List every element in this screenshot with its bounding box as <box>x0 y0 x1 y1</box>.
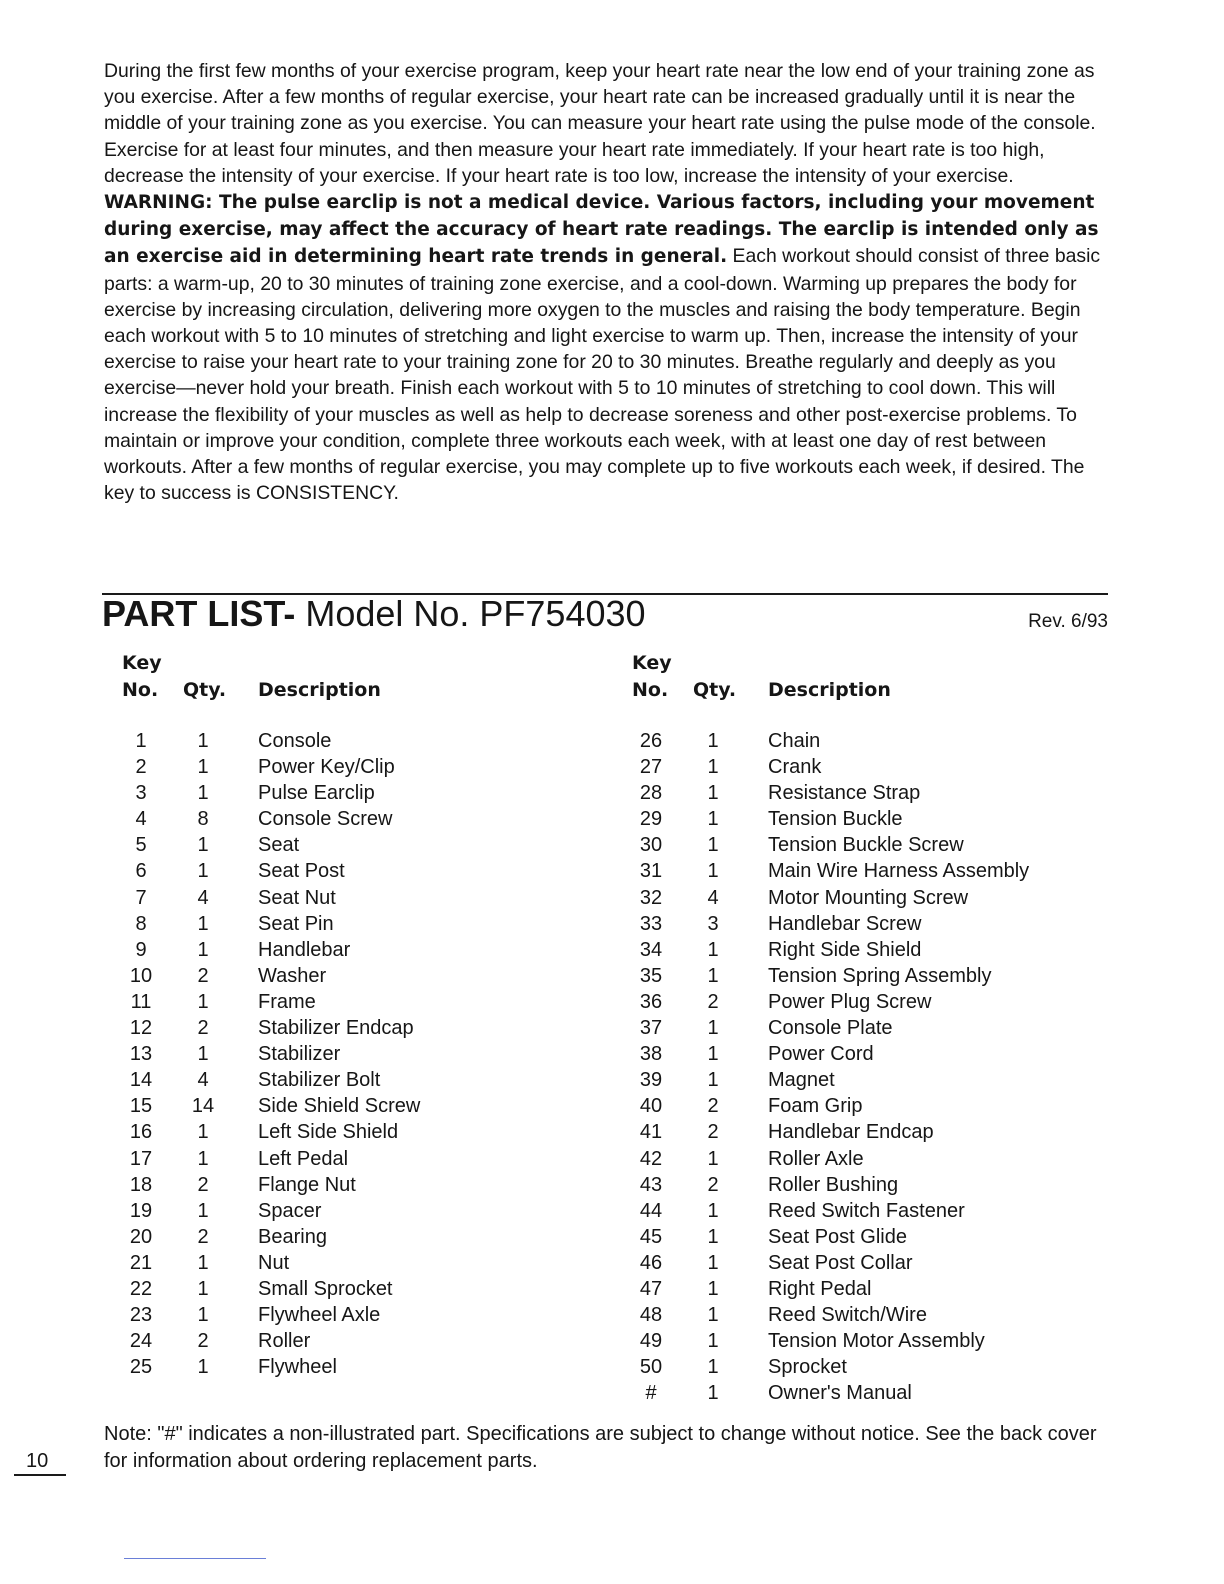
parts-table-header <box>100 650 600 728</box>
part-row <box>610 780 1110 806</box>
part-quantity: 1 <box>197 938 209 961</box>
part-key-number: 17 <box>129 1147 153 1170</box>
part-description: Stabilizer Endcap <box>258 1017 414 1040</box>
part-quantity: 1 <box>707 1225 719 1248</box>
part-description: Nut <box>258 1251 290 1274</box>
part-quantity: 4 <box>197 886 209 909</box>
part-row <box>100 885 600 911</box>
part-row <box>610 1067 1110 1093</box>
part-quantity: 2 <box>707 1095 719 1118</box>
part-row <box>610 1302 1110 1328</box>
part-key-number: 13 <box>129 1043 153 1066</box>
part-key-number: 49 <box>639 1330 663 1353</box>
part-quantity: 1 <box>707 1304 719 1327</box>
revision-date: Rev. 6/93 <box>1028 611 1108 632</box>
part-key-number: 1 <box>135 730 147 752</box>
part-key-number: 30 <box>639 834 663 857</box>
part-key-number: 48 <box>639 1304 663 1327</box>
part-key-number: 4 <box>135 808 147 831</box>
page-number: 10 <box>14 1448 66 1476</box>
part-row <box>610 1041 1110 1067</box>
part-description: Handlebar Endcap <box>768 1121 934 1144</box>
part-description: Seat Pin <box>258 912 334 935</box>
part-key-number: 15 <box>129 1095 153 1118</box>
part-row <box>610 989 1110 1015</box>
header-qty: Qty. <box>183 679 227 701</box>
part-quantity: 1 <box>707 1199 719 1222</box>
part-description: Reed Switch/Wire <box>768 1304 927 1327</box>
part-description: Tension Spring Assembly <box>768 964 992 987</box>
part-description: Seat <box>258 834 300 857</box>
header-description: Description <box>768 679 891 701</box>
part-key-number: 7 <box>135 886 147 909</box>
intro-paragraph <box>104 58 1114 506</box>
part-key-number: 40 <box>639 1095 663 1118</box>
decorative-line <box>124 1558 266 1559</box>
part-row <box>100 1067 600 1093</box>
part-row <box>100 1328 600 1354</box>
part-quantity: 1 <box>197 1356 209 1379</box>
part-list-title-prefix: PART LIST- <box>102 593 306 634</box>
header-key-line2: No. <box>122 679 159 701</box>
part-key-number: 21 <box>129 1251 153 1274</box>
part-quantity: 1 <box>707 782 719 805</box>
part-key-number: # <box>645 1382 657 1405</box>
part-key-number: 3 <box>135 782 147 805</box>
parts-table-header <box>610 650 1110 728</box>
part-description: Tension Motor Assembly <box>768 1330 985 1353</box>
part-description: Handlebar <box>258 938 351 961</box>
part-row <box>610 1015 1110 1041</box>
part-key-number: 8 <box>135 912 147 935</box>
part-quantity: 4 <box>197 1069 209 1092</box>
part-row <box>100 1093 600 1119</box>
part-key-number: 37 <box>639 1017 663 1040</box>
part-key-number: 46 <box>639 1251 663 1274</box>
part-row <box>610 754 1110 780</box>
part-description: Console Plate <box>768 1017 893 1040</box>
part-description: Flange Nut <box>258 1173 356 1196</box>
part-quantity: 1 <box>707 1017 719 1040</box>
part-quantity: 1 <box>197 782 209 805</box>
part-key-number: 44 <box>639 1199 663 1222</box>
part-description: Chain <box>768 730 821 752</box>
part-description: Seat Post Glide <box>768 1225 907 1248</box>
part-quantity: 1 <box>197 1043 209 1066</box>
part-description: Stabilizer Bolt <box>258 1069 381 1092</box>
header-qty: Qty. <box>693 679 737 701</box>
part-key-number: 32 <box>639 886 663 909</box>
part-quantity: 1 <box>197 1277 209 1300</box>
part-description: Seat Post Collar <box>768 1251 913 1274</box>
part-quantity: 1 <box>197 834 209 857</box>
part-description: Resistance Strap <box>768 782 921 805</box>
intro-text-part1: During the first few months of your exercise program, keep your heart rate near the low end of your training zone as you exercise. After a few months of regular exercise, your heart rate can be increased gradually until it is near the middle of your training zone as you exercise. You can measure your heart rate using the pulse mode of the console. Exercise for at least four minutes, and then measure your heart rate immediately. If your heart rate is too high, decrease the intensity of your exercise. If your heart rate is too low, increase the intensity of your exercise. <box>104 60 1096 187</box>
part-row <box>100 1354 600 1380</box>
part-key-number: 27 <box>639 756 663 779</box>
part-row <box>100 1302 600 1328</box>
part-row <box>100 728 600 754</box>
part-row <box>100 1276 600 1302</box>
part-key-number: 16 <box>129 1121 153 1144</box>
part-row <box>610 728 1110 754</box>
part-key-number: 11 <box>130 990 152 1013</box>
parts-table-left <box>100 650 600 1380</box>
part-description: Console Screw <box>258 808 393 831</box>
part-quantity: 3 <box>707 912 719 935</box>
part-row <box>610 1119 1110 1145</box>
part-row <box>100 1146 600 1172</box>
part-quantity: 2 <box>707 1121 719 1144</box>
part-key-number: 50 <box>639 1356 663 1379</box>
part-row <box>100 780 600 806</box>
part-description: Power Key/Clip <box>258 756 395 779</box>
part-description: Side Shield Screw <box>258 1095 421 1118</box>
part-description: Flywheel Axle <box>258 1304 381 1327</box>
part-description: Foam Grip <box>768 1095 863 1118</box>
parts-rows-right <box>610 728 1110 1406</box>
part-description: Flywheel <box>258 1356 337 1379</box>
part-quantity: 1 <box>707 964 719 987</box>
part-key-number: 34 <box>639 938 663 961</box>
part-description: Roller <box>258 1330 311 1353</box>
part-key-number: 39 <box>639 1069 663 1092</box>
part-description: Power Plug Screw <box>768 990 932 1013</box>
parts-rows-left <box>100 728 600 1380</box>
part-row <box>100 1119 600 1145</box>
part-row <box>100 858 600 884</box>
part-quantity: 1 <box>197 860 209 883</box>
part-key-number: 47 <box>639 1277 663 1300</box>
part-quantity: 2 <box>197 1225 209 1248</box>
part-description: Sprocket <box>768 1356 847 1379</box>
part-key-number: 36 <box>639 990 663 1013</box>
part-row <box>610 1198 1110 1224</box>
part-description: Left Side Shield <box>258 1121 399 1144</box>
part-key-number: 23 <box>129 1304 153 1327</box>
part-key-number: 42 <box>639 1147 663 1170</box>
part-row <box>100 832 600 858</box>
part-row <box>100 1198 600 1224</box>
part-description: Handlebar Screw <box>768 912 922 935</box>
part-key-number: 20 <box>129 1225 153 1248</box>
part-key-number: 14 <box>129 1069 153 1092</box>
part-quantity: 1 <box>707 1251 719 1274</box>
part-row <box>100 911 600 937</box>
header-description: Description <box>258 679 381 701</box>
part-row <box>100 1172 600 1198</box>
part-description: Seat Nut <box>258 886 336 909</box>
part-quantity: 2 <box>197 1017 209 1040</box>
part-quantity: 1 <box>197 990 209 1013</box>
part-description: Power Cord <box>768 1043 874 1066</box>
part-key-number: 6 <box>135 860 147 883</box>
part-row <box>610 1146 1110 1172</box>
part-row <box>100 806 600 832</box>
part-key-number: 33 <box>639 912 663 935</box>
part-key-number: 2 <box>135 756 147 779</box>
part-quantity: 1 <box>707 938 719 961</box>
part-quantity: 1 <box>197 1121 209 1144</box>
part-description: Small Sprocket <box>258 1277 393 1300</box>
part-quantity: 14 <box>191 1095 215 1118</box>
part-row <box>610 832 1110 858</box>
part-row <box>100 989 600 1015</box>
part-description: Pulse Earclip <box>258 782 375 805</box>
part-row <box>100 1250 600 1276</box>
footnote: Note: "#" indicates a non-illustrated part. Specifications are subject to change without notice. See the back cover for information about ordering replacement parts. <box>104 1423 1097 1472</box>
part-description: Washer <box>258 964 327 987</box>
part-key-number: 45 <box>639 1225 663 1248</box>
part-quantity: 1 <box>707 1069 719 1092</box>
part-key-number: 31 <box>639 860 663 883</box>
part-quantity: 2 <box>197 1330 209 1353</box>
part-row <box>610 963 1110 989</box>
part-row <box>610 1093 1110 1119</box>
part-list-title <box>102 592 646 636</box>
part-description: Console <box>258 730 332 752</box>
part-row <box>610 858 1110 884</box>
header-key-line1: Key <box>122 652 162 674</box>
part-quantity: 1 <box>707 860 719 883</box>
part-row <box>610 1172 1110 1198</box>
part-list-model-number: Model No. PF754030 <box>305 593 646 634</box>
part-quantity: 1 <box>197 1147 209 1170</box>
part-row <box>610 937 1110 963</box>
part-quantity: 1 <box>707 1147 719 1170</box>
part-key-number: 19 <box>129 1199 153 1222</box>
part-quantity: 1 <box>707 1382 719 1405</box>
part-quantity: 1 <box>707 1330 719 1353</box>
part-key-number: 43 <box>639 1173 663 1196</box>
part-description: Crank <box>768 756 822 779</box>
part-quantity: 1 <box>197 1251 209 1274</box>
part-description: Right Pedal <box>768 1277 872 1300</box>
part-description: Owner's Manual <box>768 1382 912 1405</box>
part-quantity: 1 <box>707 834 719 857</box>
part-row <box>610 1276 1110 1302</box>
part-quantity: 1 <box>707 808 719 831</box>
part-key-number: 18 <box>129 1173 153 1196</box>
part-key-number: 12 <box>129 1017 153 1040</box>
part-description: Frame <box>258 990 316 1013</box>
part-key-number: 25 <box>129 1356 153 1379</box>
part-row <box>610 1380 1110 1406</box>
part-description: Bearing <box>258 1225 327 1248</box>
part-quantity: 2 <box>197 964 209 987</box>
warning-text: WARNING: The pulse earclip is not a medical device. Various factors, including your movement during exercise, may affect the accuracy of heart rate readings. The earclip is intended only as an exercise aid in determining heart rate trends in general. <box>104 192 1099 268</box>
part-row <box>610 1354 1110 1380</box>
part-row <box>100 1224 600 1250</box>
part-key-number: 5 <box>135 834 147 857</box>
part-key-number: 29 <box>639 808 663 831</box>
part-description: Seat Post <box>258 860 345 883</box>
intro-text-part2: Each workout should consist of three basic parts: a warm-up, 20 to 30 minutes of training zone exercise, and a cool-down. Warming up prepares the body for exercise by increasing circulation, delivering more oxygen to the muscles and raising the body temperature. Begin each workout with 5 to 10 minutes of stretching and light exercise to warm up. Then, increase the intensity of your exercise to raise your heart rate to your training zone for 20 to 30 minutes. Breathe regularly and deeply as you exercise—never hold your breath. Finish each workout with 5 to 10 minutes of stretching to cool down. This will increase the flexibility of your muscles as well as help to decrease soreness and other post-exercise problems. To maintain or improve your condition, complete three workouts each week, with at least one day of rest between workouts. After a few months of regular exercise, you may complete up to five workouts each week, if desired. The key to success is CONSISTENCY. <box>104 245 1101 505</box>
part-quantity: 1 <box>707 756 719 779</box>
part-quantity: 1 <box>707 1043 719 1066</box>
part-description: Reed Switch Fastener <box>768 1199 965 1222</box>
part-key-number: 10 <box>129 964 153 987</box>
part-key-number: 24 <box>129 1330 153 1353</box>
part-description: Tension Buckle <box>768 808 903 831</box>
part-description: Motor Mounting Screw <box>768 886 969 909</box>
part-key-number: 26 <box>639 730 663 752</box>
part-row <box>100 1015 600 1041</box>
header-key-line1: Key <box>632 652 672 674</box>
part-key-number: 22 <box>129 1277 153 1300</box>
part-quantity: 4 <box>707 886 719 909</box>
part-description: Tension Buckle Screw <box>768 834 964 857</box>
part-key-number: 38 <box>639 1043 663 1066</box>
parts-table-right <box>610 650 1110 1406</box>
part-description: Left Pedal <box>258 1147 349 1170</box>
part-row <box>610 1250 1110 1276</box>
part-row <box>610 885 1110 911</box>
part-quantity: 1 <box>197 730 209 752</box>
part-row <box>610 1328 1110 1354</box>
part-description: Magnet <box>768 1069 835 1092</box>
part-description: Main Wire Harness Assembly <box>768 860 1030 883</box>
part-quantity: 1 <box>197 912 209 935</box>
part-key-number: 28 <box>639 782 663 805</box>
part-description: Right Side Shield <box>768 938 922 961</box>
part-key-number: 9 <box>135 938 147 961</box>
part-description: Spacer <box>258 1199 322 1222</box>
part-quantity: 1 <box>707 730 719 752</box>
part-quantity: 1 <box>197 1199 209 1222</box>
part-key-number: 35 <box>639 964 663 987</box>
part-key-number: 41 <box>639 1121 663 1144</box>
part-description: Stabilizer <box>258 1043 341 1066</box>
part-row <box>610 911 1110 937</box>
part-quantity: 1 <box>707 1277 719 1300</box>
part-row <box>100 937 600 963</box>
part-quantity: 1 <box>197 1304 209 1327</box>
part-quantity: 1 <box>197 756 209 779</box>
part-row <box>610 1224 1110 1250</box>
part-row <box>100 963 600 989</box>
header-key-line2: No. <box>632 679 669 701</box>
part-quantity: 8 <box>197 808 209 831</box>
part-description: Roller Axle <box>768 1147 864 1170</box>
part-row <box>100 754 600 780</box>
part-quantity: 1 <box>707 1356 719 1379</box>
part-quantity: 2 <box>197 1173 209 1196</box>
part-quantity: 2 <box>707 1173 719 1196</box>
part-description: Roller Bushing <box>768 1173 899 1196</box>
part-quantity: 2 <box>707 990 719 1013</box>
part-row <box>610 806 1110 832</box>
part-row <box>100 1041 600 1067</box>
